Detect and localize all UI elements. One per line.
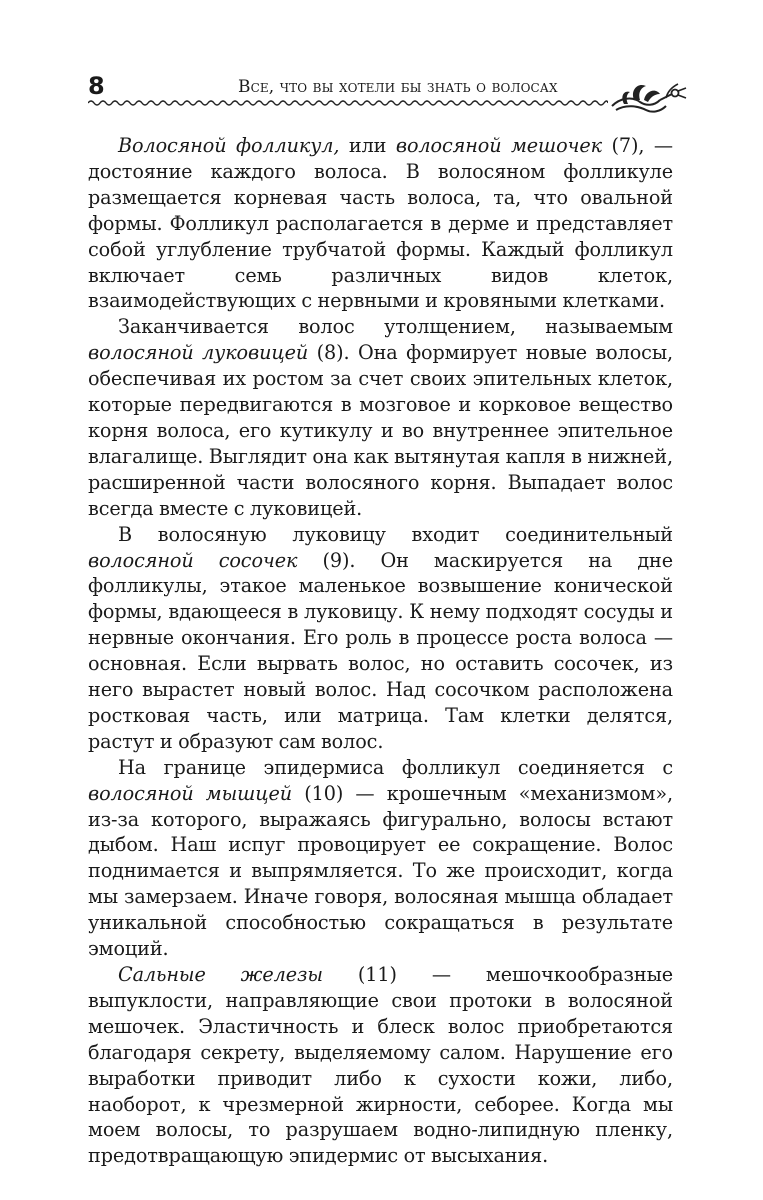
paragraph-bulb [88,314,673,521]
paragraph-papilla [88,522,673,755]
term-hair-follicle: Волосяной фолликул, [118,134,340,157]
paragraph-text: (8). Она формирует новые волосы, обеспечивая их ростом за счет своих эпительных клеток, которые передвигаются в мозговое и корковое вещество корня волоса, его кутикулу и во внутреннее эпительное влагалище. Выглядит она как вытянутая капля в нижней, расширенной части волосяного корня. Выпадает волос всегда вместе с луковицей. [88,341,673,520]
paragraph-text: или [339,134,396,157]
paragraph-follicle [88,133,673,314]
paragraph-text: (7), — достояние каждого волоса. В волосяном фолликуле размещается корневая часть волоса, та, что овальной формы. Фолликул располагается в дерме и представляет собой углубление трубчатой формы. Каждый фолликул включает семь различных видов клеток, взаимодействующих с нервными и кровяными клетками. [88,134,673,313]
page-header [88,70,688,120]
term-sebaceous-glands: Сальные железы [118,963,323,986]
paragraph-text: (11) — мешочкообразные выпуклости, направляющие свои протоки в волосяной мешочек. Эластичность и блеск волос приобретаются благодаря секрету, выделяемому салом. Нарушение его выработки приводит либо к сухости кожи, либо, наоборот, к чрезмерной жирности, себорее. Когда мы моем волосы, то разрушаем водно-липидную пленку, предотвращающую эпидермис от высыхания. [88,963,673,1168]
term-hair-bulb: волосяной луковицей [88,341,309,365]
running-title: Все, что вы хотели бы знать о волосах [238,77,558,97]
paragraph-glands [88,962,673,1169]
paragraph-text: (9). Он маскируется на дне фолликулы, этакое маленькое возвышение конической формы, вдающееся в луковицу. К нему подходят сосуды и нервные окончания. Его роль в процессе роста волоса — основная. Если вырвать волос, но оставить сосочек, из него вырастет новый волос. Над сосочком расположена ростковая часть, или матрица. Там клетки делятся, растут и образуют сам волос. [88,548,673,753]
floral-ornament-icon [610,76,688,116]
paragraph-text: (10) — крошечным «механизмом», из-за которого, выражаясь фигурально, волосы встают дыбом. Наш испуг провоцирует ее сокращение. Волос поднимается и выпрямляется. То же происходит, когда мы замерзаем. Иначе говоря, волосяная мышца обладает уникальной способностью сокращаться в результате эмоций. [88,781,673,961]
paragraph-text: В волосяную луковицу входит соединительный [118,522,673,546]
term-hair-muscle: волосяной мышцей [88,781,293,805]
wavy-rule [88,97,608,109]
paragraph-muscle [88,755,673,962]
paragraph-text: На границе эпидермиса фолликул соединяется с [118,755,673,779]
paragraph-text: Заканчивается волос утолщением, называемым [118,315,673,339]
term-hair-papilla: волосяной сосочек [88,548,298,572]
page-body [88,133,673,1169]
page-number: 8 [88,72,105,100]
term-hair-sac: волосяной мешочек [395,134,603,157]
